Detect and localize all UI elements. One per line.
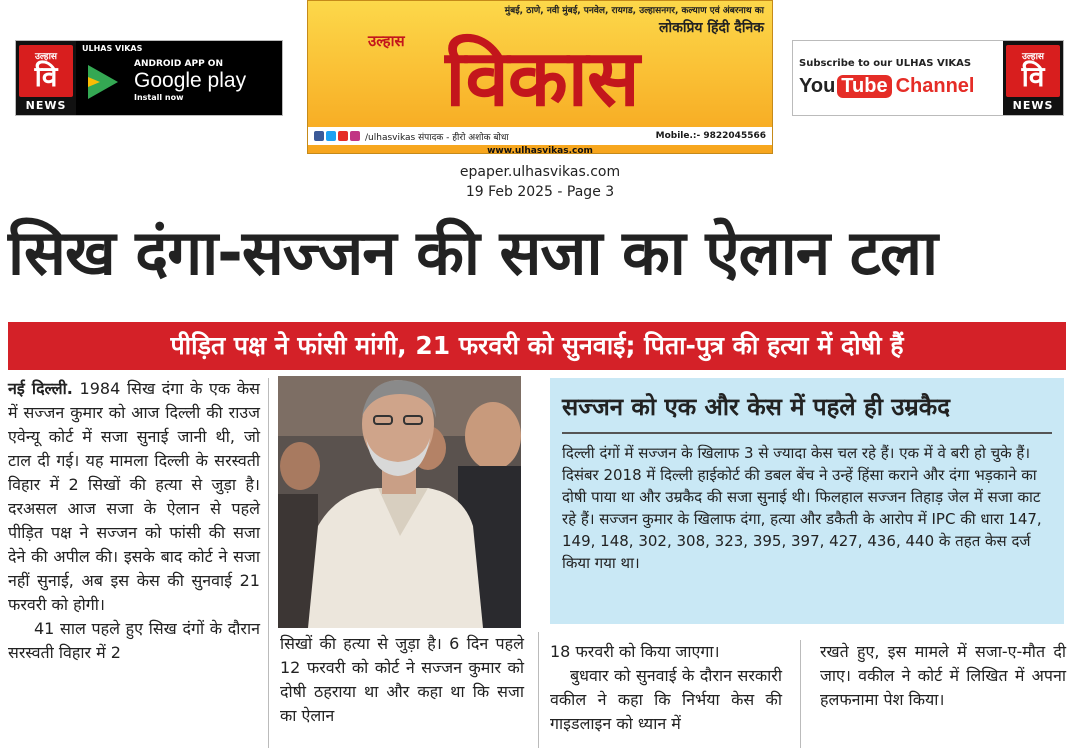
edition-date: 19 Feb 2025 - Page 3 (465, 184, 615, 200)
masthead (307, 0, 773, 154)
logo-news-text: NEWS (1012, 98, 1054, 112)
column-divider (268, 378, 269, 748)
col4-text: रखते हुए, इस मामले में सजा-ए-मौत दी जाए। वकील ने कोर्ट में लिखित में अपना हलफनामा पेश किया। (820, 642, 1066, 709)
masthead-cities: मुंबई, ठाणे, नवी मुंबई, पनवेल, रायगड, उल्हासनगर, कल्याण एवं अंबरनाथ का (504, 6, 764, 16)
logo-big-text: वि (1021, 60, 1045, 93)
youtube-channel-ad[interactable] (792, 40, 1064, 116)
column-divider (800, 640, 801, 748)
masthead-ulhas: उल्हास (368, 32, 405, 50)
ad-brand: ULHAS VIKAS (82, 44, 143, 53)
twitter-icon[interactable] (326, 131, 336, 141)
subscribe-text: Subscribe to our ULHAS VIKAS (799, 58, 972, 69)
col1-text: 1984 सिख दंगा के एक केस में सज्जन कुमार को आज दिल्ली की राउज एवेन्यू कोर्ट में सजा सुनाई जानी थी, जो टाल दी गई। यह मामला दिल्ली के सरस्वती विहार में 2 सिखों की हत्या से जुड़ा है। दरअसल आज सजा के ऐलान से पहले पीड़ित पक्ष ने सज्जन को फांसी की सजा देने की अपील की। इसके बाद कोर्ट ने सजा नहीं सुनाई, अब इस केस की सुनवाई 21 फरवरी को होगी। (8, 379, 261, 614)
logo-small-text: उल्हास (34, 52, 57, 62)
youtube-badge[interactable] (793, 54, 1003, 102)
google-play-icon-accent (88, 77, 100, 87)
google-play-badge[interactable] (76, 41, 282, 115)
epaper-site[interactable]: epaper.ulhasvikas.com (459, 164, 621, 180)
article-headline: सिख दंगा-सज्जन की सजा का ऐलान टला (8, 216, 938, 289)
article-column-1 (8, 377, 260, 665)
col3-text: 18 फरवरी को किया जाएगा। (550, 642, 720, 661)
dateline: नई दिल्ली. (8, 379, 73, 398)
box-rule (562, 432, 1052, 434)
youtube-icon[interactable] (338, 131, 348, 141)
install-now-label: Install now (134, 93, 184, 102)
sidebar-box (550, 378, 1064, 624)
youtube-you: You (799, 75, 836, 97)
col1-paragraph-2: 41 साल पहले हुए सिख दंगों के दौरान सरस्वती विहार में 2 (8, 619, 260, 662)
article-column-4 (820, 640, 1066, 712)
article-column-2 (280, 632, 524, 728)
google-play-label: Google play (134, 69, 247, 92)
column-divider (538, 632, 539, 748)
youtube-channel-text: Channel (895, 75, 975, 97)
article-subhead: पीड़ित पक्ष ने फांसी मांगी, 21 फरवरी को सुनवाई; पिता-पुत्र की हत्या में दोषी हैं (8, 322, 1066, 370)
photo-illustration (278, 376, 521, 628)
col3-paragraph-2: बुधवार को सुनवाई के दौरान सरकारी वकील ने कहा कि निर्भया केस की गाइडलाइन को ध्यान में (550, 666, 782, 733)
article-column-3 (550, 640, 782, 736)
facebook-icon[interactable] (314, 131, 324, 141)
google-play-ad[interactable] (15, 40, 283, 116)
masthead-social-bar (308, 127, 772, 145)
masthead-title: विकास (445, 34, 639, 124)
masthead-tagline: लोकप्रिय हिंदी दैनिक (658, 20, 764, 36)
logo-news-text: NEWS (25, 98, 67, 112)
ulhas-vikas-news-logo (1003, 41, 1063, 115)
instagram-icon[interactable] (350, 131, 360, 141)
col2-text: सिखों की हत्या से जुड़ा है। 6 दिन पहले 12 फरवरी को कोर्ट ने सज्जन कुमार को दोषी ठहराया था और कहा था कि सजा का ऐलान (280, 634, 524, 725)
android-app-label: ANDROID APP ON (134, 59, 223, 69)
masthead-mobile: Mobile.:- 9822045566 (655, 131, 766, 141)
ulhas-vikas-news-logo (16, 41, 76, 115)
masthead-social-text: /ulhasvikas संपादक - हीरो अशोक बोधा (365, 132, 509, 143)
box-title: सज्जन को एक और केस में पहले ही उम्रकैद (562, 393, 950, 421)
youtube-tube: Tube (837, 75, 891, 98)
logo-big-text: वि (34, 60, 58, 93)
masthead-url[interactable]: www.ulhasvikas.com (487, 146, 593, 156)
logo-small-text: उल्हास (1021, 52, 1044, 62)
sajjan-kumar-photo (278, 376, 521, 628)
box-body: दिल्ली दंगों में सज्जन के खिलाफ 3 से ज्यादा केस चल रहे हैं। एक में वे बरी हो चुके हैं। दिसंबर 2018 में दिल्ली हाईकोर्ट की डबल बेंच ने उन्हें हिंसा कराने और दंगा भड़काने का दोषी पाया था और उम्रकैद की सजा सुनाई थी। फिलहाल सज्जन तिहाड़ जेल में सजा काट रहे हैं। सज्जन कुमार के खिलाफ दंगा, हत्या और डकैती के आरोप में IPC की धारा 147, 149, 148, 302, 308, 323, 395, 397, 427, 436, 440 के तहत केस दर्ज किया गया था। (562, 444, 1042, 572)
